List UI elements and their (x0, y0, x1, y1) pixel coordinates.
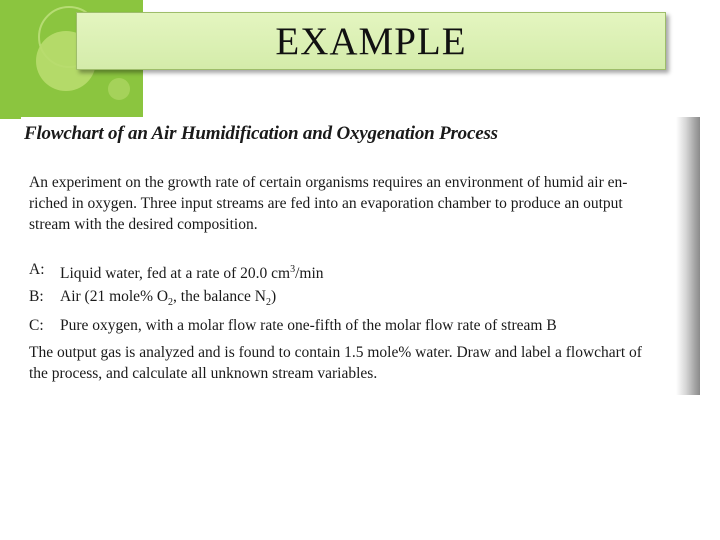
stream-text: Pure oxygen, with a molar flow rate one-fifth of the molar flow rate of stream B (60, 317, 557, 335)
problem-heading: Flowchart of an Air Humidification and Oxygenation Process (24, 123, 498, 144)
slide-title: EXAMPLE (275, 19, 467, 63)
stream-label: B: (29, 288, 44, 306)
intro-line: stream with the desired composition. (29, 216, 258, 233)
stream-text: Liquid water, fed at a rate of 20.0 $cm^3/\min$ (60, 264, 324, 283)
stream-list (29, 258, 557, 337)
intro-line: An experiment on the growth rate of certain organisms requires an environment of humid air en- (29, 174, 628, 191)
conclusion-line: the process, and calculate all unknown stream variables. (29, 365, 378, 382)
scanned-problem-image (21, 117, 700, 395)
stream-label: C: (29, 317, 44, 335)
stream-item (29, 285, 557, 314)
intro-line: riched in oxygen. Three input streams are fed into an evaporation chamber to produce an output (29, 195, 623, 212)
stream-item (29, 314, 557, 337)
conclusion-line: The output gas is analyzed and is found to contain 1.5 mole% water. Draw and label a flowchart of (29, 344, 642, 361)
problem-conclusion (29, 342, 699, 384)
stream-label: A: (29, 261, 45, 278)
stream-text: Air (21 mole% $O_2$, the balance $N_2$) (60, 288, 277, 309)
title-box (76, 12, 666, 70)
stream-item (29, 258, 557, 285)
problem-intro (29, 172, 699, 235)
decorative-small-circle (108, 78, 130, 100)
